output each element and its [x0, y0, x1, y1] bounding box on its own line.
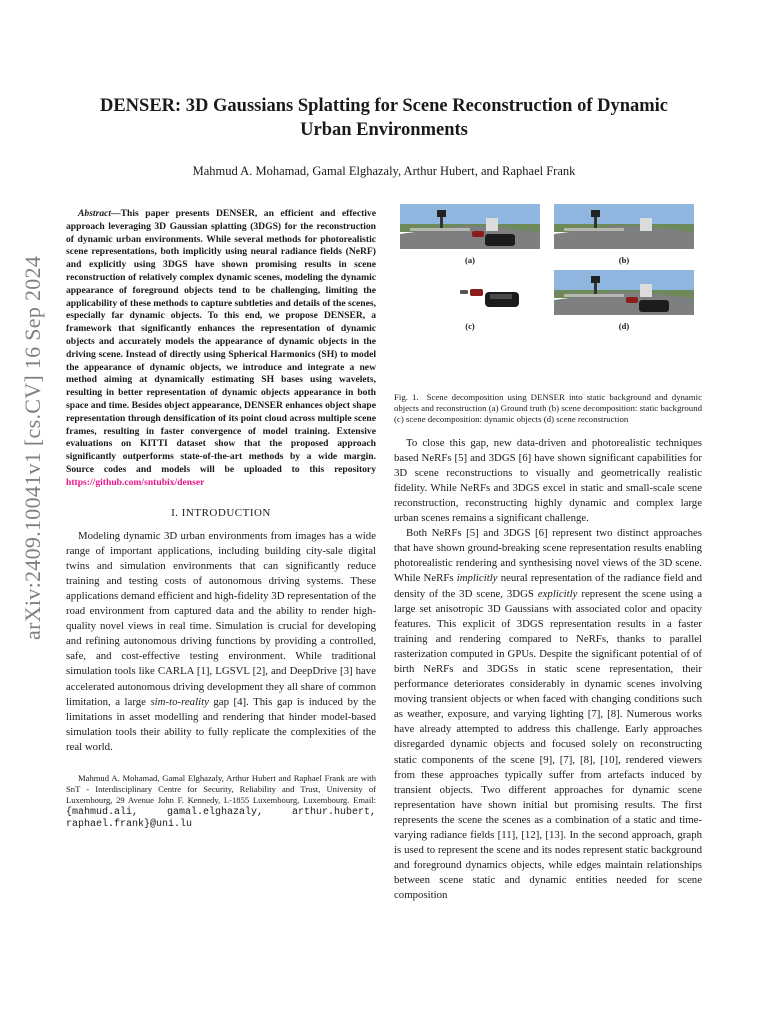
panel-label-d: (d) [618, 321, 630, 331]
intro-emphasis: sim-to-reality [150, 695, 209, 708]
panel-dynamic-objects-image [400, 270, 540, 315]
panel-static-background-image [554, 204, 694, 249]
panel-label-a: (a) [465, 255, 475, 265]
intro-text: Modeling dynamic 3D urban environments from images has a wide range of important applications, including building city-sale digital twins and simulation environments that can significantly reduce training and testing costs of autonomous driving systems. These applications demand efficient and high-fidelity 3D representation of the road environment from captured data and the ability to render high-quality novel views in real time. Simulation is crucial for developing and refining autonomous driving functions by providing a controlled, safe, and cost-effective testing environment. While traditional simulation tools like CARLA [1], LGSVL [2], and DeepDrive [3] have accelerated autonomous driving development they all share of common limitation, a large [66, 529, 376, 708]
para2-text-b: neural representation of the radiance field and density of the 3D scene, 3DGS [394, 572, 702, 600]
title-line-1: DENSER: 3D Gaussians Splatting for Scene Reconstruction of Dynamic [99, 96, 669, 116]
para2-text-c: represent the scene using a large set anisotropic 3D Gaussians with associated color and opacity features. This explicit of 3DGS representation results in a faster training and rendering compared to NeRFs, thanks to parallel rasterization computed in GPUs. Despite the significant potential of of birth NeRFs and 3DGSs in static scene representation, their performance deteriorates considerably in dynamic scenes involving moving transient objects or when faced with changing conditions such as weather, exposure, and varying lighting [7], [8]. Numerous works have already attempted to address this challenge. Early approaches disregarded dynamic objects and focused solely on reconstructing static components of the scene [9], [7], [8], [10], rendered viewers from these approaches typically suffer from artefacts induced by transient objects. Two different approaches for dynamic scene representation have shown initial but promising results. The first represents the scene the scenes as a combination of a static and time-varying radiance fields [11], [12], [13]. In the second approach, graph is used to represent the scene and its nodes represent static background and foreground dynamics objects, while edges maintain relationships between scene static and dynamic entities needed for scene composition [394, 587, 703, 902]
para2-emphasis-implicitly: implicitly [456, 572, 498, 585]
panel-label-c: (c) [465, 321, 475, 331]
caption-text: Scene decomposition using DENSER into static background and dynamic objects and reconstruction (a) Ground truth (b) scene decomposition: static background (c) scene decomposition: dynamic objects (d) scene reconstruction [394, 392, 702, 425]
author-list: Mahmud A. Mohamad, Gamal Elghazaly, Arthur Hubert, and Raphael Frank [192, 164, 576, 178]
intro-paragraph-1 [66, 529, 376, 755]
para2-text-a: Both NeRFs [5] and 3DGS [6] represent two distinct approaches that have shown ground-breaking scene representation results enabling photorealistic rendering and synthesising novel views of the 3D scene. While NeRFs [394, 527, 702, 585]
panel-label-b: (b) [618, 255, 630, 265]
footnote-affiliation: Mahmud A. Mohamad, Gamal Elghazaly, Arthur Hubert and Raphael Frank are with SnT - Interdisciplinary Centre for Security, Reliability and Trust, University of Luxembourg, 29 Avenue John F. Kennedy, L-1855 Luxembourg, Luxembourg. Email: [66, 773, 376, 806]
author-footnote [66, 773, 376, 830]
abstract-heading: Abstract [78, 208, 112, 219]
abstract-body: This paper presents DENSER, an efficient and effective approach leveraging 3D Gaussian splatting (3DGS) for the reconstruction of dynamic urban environments. While several methods for photorealistic scene representations, both implicitly using neural radiance fields (NeRF) and explicitly using 3DGS have shown promising results in scene reconstruction of relatively complex dynamic scenes, modeling the dynamic appearance of foreground objects tend to be challenging, limiting the applicability of these methods to capture subtleties and details of the scenes, especially far dynamic objects. To this end, we propose DENSER, a framework that significantly enhances the representation of dynamic objects and accurately models the appearance of dynamic objects in the driving scene. Instead of directly using Spherical Harmonics (SH) to model the appearance of dynamic objects, we introduce and integrate a new method aiming at dynamically estimating SH bases using wavelets, resulting in better representation of dynamic objects appearance in both space and time. Besides object appearance, DENSER enhances object shape representation through densification of its point cloud across multiple scene frames, resulting in faster convergence of model training. Extensive evaluations on KITTI dataset show that the proposed approach significantly outperforms state-of-the-art methods by a wide margin. Source codes and models will be uploaded to this repository [66, 208, 376, 475]
para2-emphasis-explicitly: explicitly [537, 587, 578, 600]
abstract-dash: — [111, 208, 121, 219]
right-column [394, 200, 702, 904]
arxiv-stamp: arXiv:2409.10041v1 [cs.CV] 16 Sep 2024 [20, 255, 45, 640]
repository-link[interactable]: https://github.com/sntubix/denser [66, 476, 205, 488]
figure-1 [394, 200, 702, 390]
right-paragraph-1: To close this gap, new data-driven and photorealistic techniques based NeRFs [5] and 3DGS [6] have shown significant capabilities for 3D scene reconstructions to visually and geometrically realistic fidelity. While NeRFs and 3DGS excel in static and small-scale scene reconstruction, reconstructing highly dynamic and complex large urban scenes remains a significant challenge. [394, 436, 702, 525]
caption-figure-number: Fig. 1. [394, 392, 419, 402]
title-line-2: Urban Environments [300, 120, 468, 140]
figure-caption [394, 392, 702, 426]
footnote-emails: {mahmud.ali, gamal.elghazaly, arthur.hubert, raphael.frank}@uni.lu [66, 807, 376, 831]
panel-ground-truth-image [400, 204, 540, 249]
abstract [66, 208, 376, 490]
intro-text-tail: gap [4]. This gap is induced by the limitations in asset modelling and rendering that hinder model-based simulation tools their ability to fully replicate the complexities of the real world. [66, 695, 376, 753]
paper-title [60, 94, 708, 142]
right-paragraph-2 [394, 526, 702, 903]
section-heading-introduction: I. INTRODUCTION [171, 506, 271, 519]
panel-reconstruction-image [554, 270, 694, 315]
left-column [66, 208, 376, 830]
